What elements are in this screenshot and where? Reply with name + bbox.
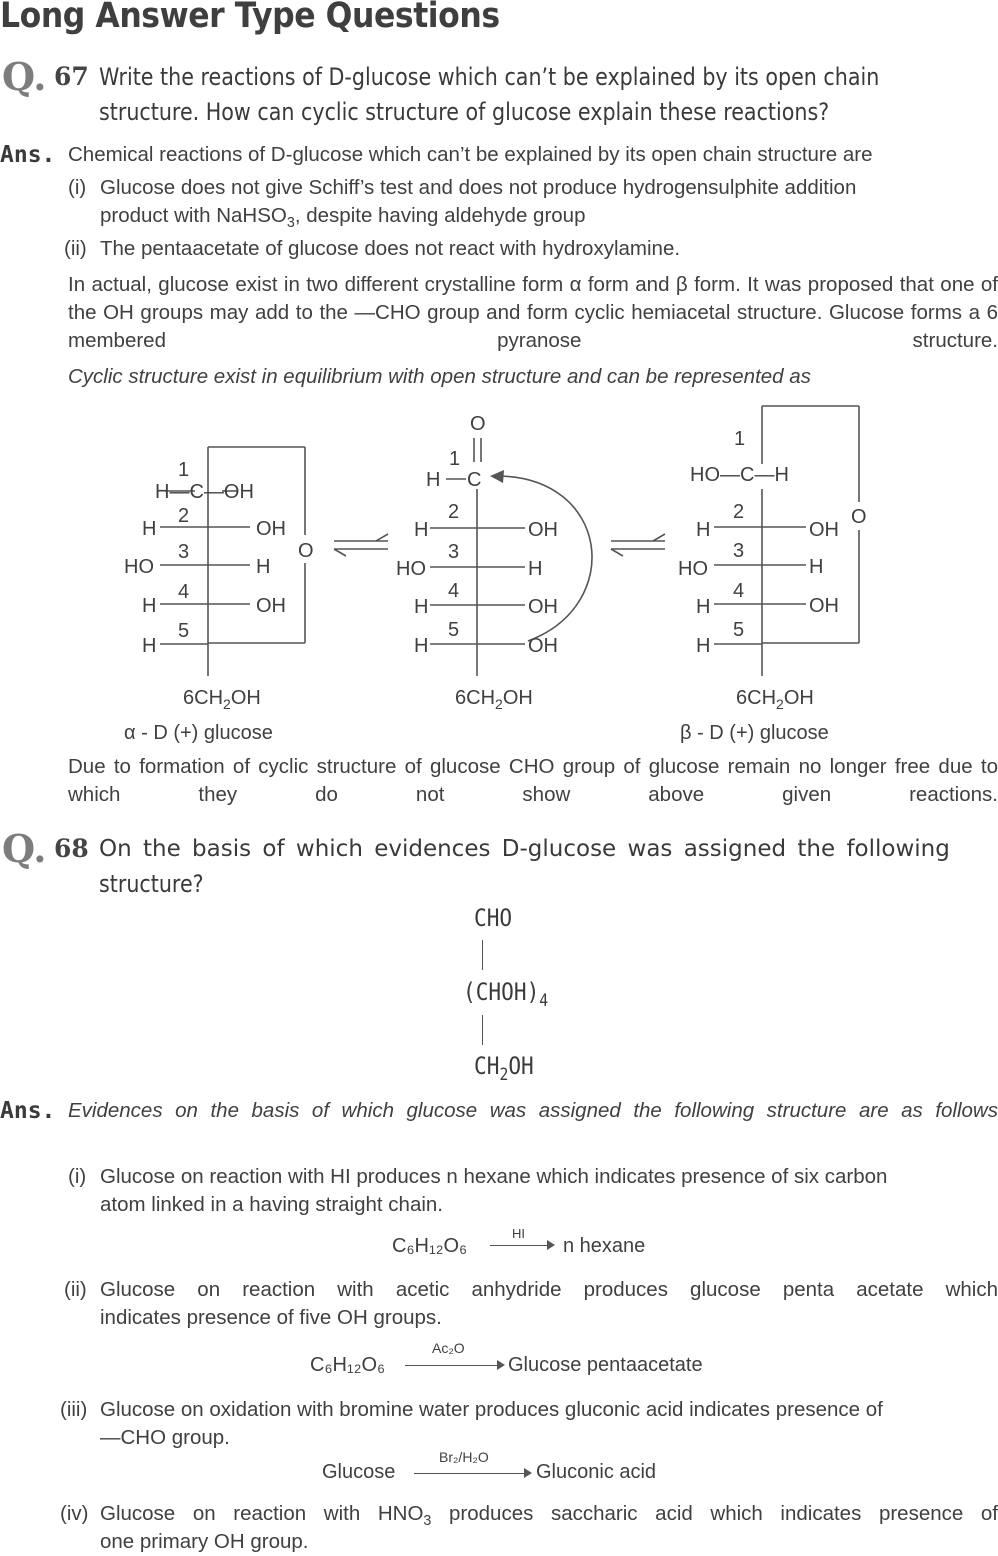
open-c4-h: H bbox=[414, 596, 429, 618]
beta-c4-h: H bbox=[696, 596, 711, 618]
open-c3-number: 3 bbox=[448, 541, 460, 563]
item-i-label: (i) bbox=[68, 176, 87, 199]
item-ii-label: (ii) bbox=[64, 237, 87, 260]
reaction2-reagent: Ac₂O bbox=[432, 1340, 465, 1356]
item-68-iv-label: (iv) bbox=[60, 1502, 89, 1525]
open-c5-h: H bbox=[414, 635, 429, 657]
formula-ch2oh: $CH_2OH$ bbox=[474, 1052, 534, 1084]
alpha-glucose-label: α - D (+) glucose bbox=[124, 722, 273, 744]
alpha-c5-h: H bbox=[142, 635, 157, 657]
open-c3-h: H bbox=[528, 558, 543, 580]
reaction2-reactant: C₆H₁₂O₆ bbox=[310, 1354, 386, 1376]
formula-bond-2 bbox=[482, 1015, 483, 1045]
reaction2-arrow bbox=[405, 1365, 501, 1366]
item-68-iii-line2: —CHO group. bbox=[100, 1426, 230, 1449]
question-67-line2: structure. How can cyclic structure of glucose explain these reactions? bbox=[99, 98, 830, 126]
item-i-line1: Glucose does not give Schiff’s test and does not produce hydrogensulphite addition bbox=[100, 176, 857, 199]
reaction3-product: Gluconic acid bbox=[536, 1461, 657, 1483]
item-68-iii-line1: Glucose on oxidation with bromine water produces gluconic acid indicates presence of bbox=[100, 1398, 883, 1421]
reaction3-reagent: Br₂/H₂O bbox=[439, 1449, 489, 1465]
question-67-line1: Write the reactions of D-glucose which can’t be explained by its open chain bbox=[99, 63, 880, 91]
question-68-line1: On the basis of which evidences D-glucose was assigned the following bbox=[99, 836, 950, 862]
beta-c2-oh: OH bbox=[809, 519, 839, 541]
alpha-c1-number: 1 bbox=[178, 459, 190, 481]
beta-c5-number: 5 bbox=[733, 619, 745, 641]
alpha-ring-oxygen: O bbox=[298, 540, 314, 562]
beta-c4-number: 4 bbox=[733, 580, 745, 602]
beta-c3-number: 3 bbox=[733, 540, 745, 562]
open-aldehyde-oxygen: O bbox=[470, 413, 486, 435]
reaction1-arrow bbox=[490, 1245, 552, 1246]
beta-c3-h: H bbox=[809, 556, 824, 578]
open-c1-carbon: C bbox=[467, 469, 482, 491]
answer-67-intro: Chemical reactions of D-glucose which can’t be explained by its open chain structure are bbox=[68, 143, 873, 166]
answer-label-68: Ans. bbox=[0, 1098, 56, 1124]
alpha-c2-number: 2 bbox=[178, 505, 190, 527]
item-ii-text: The pentaacetate of glucose does not react with hydroxylamine. bbox=[100, 237, 681, 260]
open-c5-oh: OH bbox=[528, 635, 558, 657]
alpha-c3-number: 3 bbox=[178, 541, 190, 563]
reaction1-product: n hexane bbox=[563, 1235, 646, 1257]
alpha-c3-h: H bbox=[256, 556, 271, 578]
beta-c2-number: 2 bbox=[733, 501, 745, 523]
paragraph-crystalline: In actual, glucose exist in two different crystalline form α form and β form. It was proposed that one of the OH groups may add to the —CHO group and form cyclic hemiacetal structure. Glucose forms a 6 membered pyranose structure. bbox=[68, 273, 998, 352]
item-68-i-line1: Glucose on reaction with HI produces n hexane which indicates presence of six carbon bbox=[100, 1165, 888, 1188]
open-c4-oh: OH bbox=[528, 596, 558, 618]
item-68-ii-line1: Glucose on reaction with acetic anhydride produces glucose penta acetate which bbox=[100, 1278, 998, 1301]
open-c3-ho: HO bbox=[396, 558, 426, 580]
open-c2-oh: OH bbox=[528, 519, 558, 541]
open-c4-number: 4 bbox=[448, 580, 460, 602]
beta-c5-h: H bbox=[696, 635, 711, 657]
alpha-h-c-oh: H—C—OH bbox=[155, 481, 254, 503]
beta-ho-c-h: HO—C—H bbox=[690, 464, 789, 486]
item-68-iv-line1: Glucose on reaction with $HNO_3$ produces saccharic acid which indicates presence of bbox=[100, 1502, 998, 1530]
formula-cho: CHO bbox=[474, 904, 513, 932]
answer-68-intro: Evidences on the basis of which glucose was assigned the following structure are as follows bbox=[68, 1099, 998, 1122]
formula-chohn: $(CHOH)_4$ bbox=[463, 978, 549, 1010]
reaction1-reactant: C₆H₁₂O₆ bbox=[392, 1235, 468, 1257]
open-c6-ch2oh: $6CH_2OH$ bbox=[455, 687, 533, 712]
open-c1-h: H bbox=[426, 469, 441, 491]
reaction2-arrowhead bbox=[497, 1360, 505, 1370]
glucose-structures-diagram bbox=[0, 400, 998, 755]
open-c2-number: 2 bbox=[448, 501, 460, 523]
reaction3-reactant: Glucose bbox=[322, 1461, 396, 1483]
alpha-c3-ho: HO bbox=[124, 556, 154, 578]
alpha-c6-ch2oh: $6CH_2OH$ bbox=[183, 687, 261, 712]
beta-c1-number: 1 bbox=[734, 428, 746, 450]
reaction2-product: Glucose pentaacetate bbox=[508, 1354, 703, 1376]
beta-c3-ho: HO bbox=[678, 558, 708, 580]
alpha-c4-number: 4 bbox=[178, 581, 190, 603]
alpha-c4-h: H bbox=[142, 595, 157, 617]
question-mark-67: Q. bbox=[2, 54, 47, 99]
open-c1-number: 1 bbox=[449, 448, 461, 470]
paragraph-equilibrium: Cyclic structure exist in equilibrium with open structure and can be represented as bbox=[68, 365, 811, 388]
item-68-ii-line2: indicates presence of five OH groups. bbox=[100, 1306, 442, 1329]
alpha-c2-h: H bbox=[142, 518, 157, 540]
item-68-ii-label: (ii) bbox=[64, 1278, 87, 1301]
beta-c4-oh: OH bbox=[809, 595, 839, 617]
beta-glucose-label: β - D (+) glucose bbox=[680, 722, 829, 744]
open-c2-h: H bbox=[414, 519, 429, 541]
beta-c2-h: H bbox=[696, 519, 711, 541]
question-68-line2: structure? bbox=[99, 870, 204, 898]
beta-c6-ch2oh: $6CH_2OH$ bbox=[736, 687, 814, 712]
reaction1-reagent: HI bbox=[512, 1226, 525, 1241]
item-i-line2: product with NaHSO$_3$, despite having aldehyde group bbox=[100, 204, 586, 232]
question-number-68: 68 bbox=[54, 834, 89, 863]
reaction3-arrowhead bbox=[524, 1468, 532, 1478]
alpha-c4-oh: OH bbox=[256, 595, 286, 617]
item-68-i-label: (i) bbox=[68, 1165, 87, 1188]
paragraph-conclusion: Due to formation of cyclic structure of glucose CHO group of glucose remain no longer free due to which they do not show above given reactions. bbox=[68, 755, 998, 806]
alpha-c2-oh: OH bbox=[256, 518, 286, 540]
beta-ring-oxygen: O bbox=[851, 506, 867, 528]
reaction1-arrowhead bbox=[547, 1240, 555, 1250]
alpha-c5-number: 5 bbox=[178, 620, 190, 642]
question-mark-68: Q. bbox=[2, 826, 47, 871]
formula-bond-1 bbox=[482, 940, 483, 970]
answer-label-67: Ans. bbox=[0, 142, 56, 168]
reaction3-arrow bbox=[414, 1473, 528, 1474]
item-68-iii-label: (iii) bbox=[60, 1398, 88, 1421]
open-c5-number: 5 bbox=[448, 619, 460, 641]
question-number-67: 67 bbox=[54, 62, 89, 91]
item-68-iv-line2: one primary OH group. bbox=[100, 1530, 309, 1553]
section-heading: Long Answer Type Questions bbox=[0, 0, 500, 36]
item-68-i-line2: atom linked in a having straight chain. bbox=[100, 1193, 444, 1216]
